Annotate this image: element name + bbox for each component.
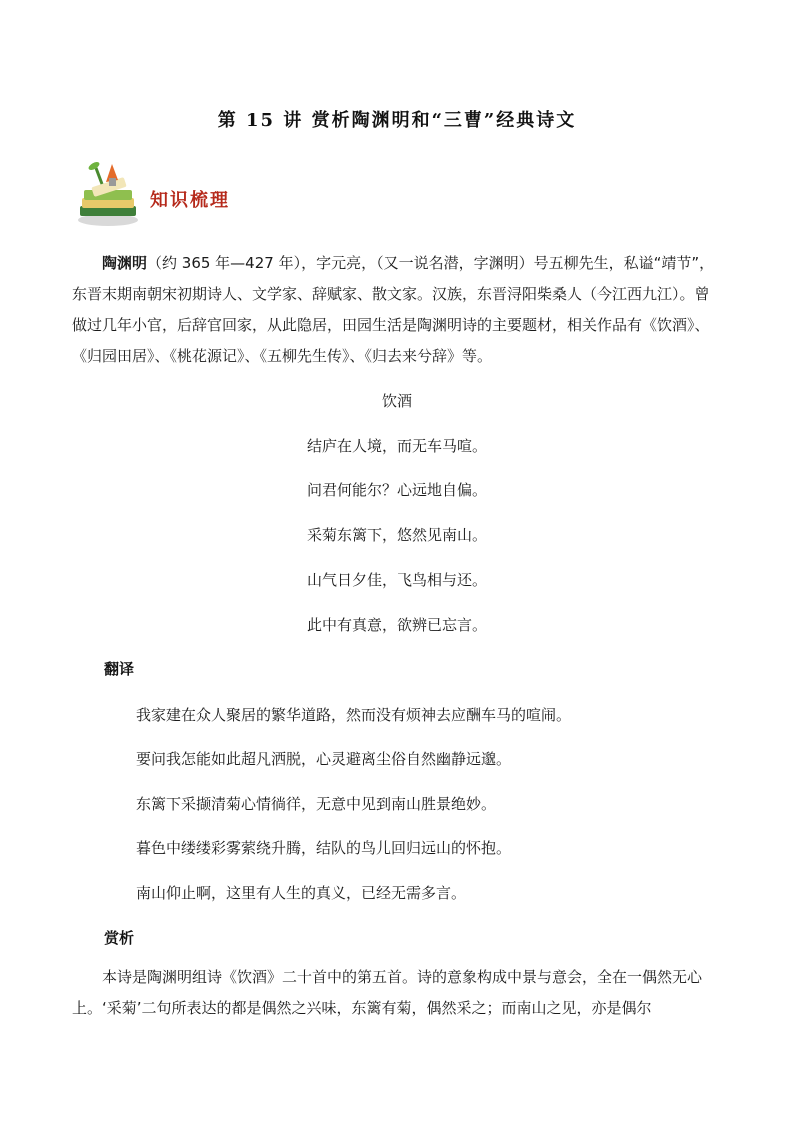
page-title: 第 15 讲 赏析陶渊明和“三曹”经典诗文 [217, 110, 577, 131]
author-name: 陶渊明 [102, 254, 148, 272]
translation-line: 我家建在众人聚居的繁华道路，然而没有烦神去应酬车马的喧闹。 [136, 706, 572, 724]
intro-paragraph [72, 248, 722, 372]
appreciation-heading: 赏析 [104, 929, 135, 947]
books-plant-icon [72, 160, 144, 230]
translation-line: 要问我怎能如此超凡洒脱，心灵避离尘俗自然幽静远邈。 [136, 750, 512, 768]
translation-line: 南山仰止啊，这里有人生的真义，已经无需多言。 [136, 884, 467, 902]
poem-line: 山气日夕佳，飞鸟相与还。 [306, 571, 487, 589]
poem-line: 问君何能尔？心远地自偏。 [306, 481, 487, 499]
poem-line: 采菊东篱下，悠然见南山。 [306, 526, 487, 544]
translation-line: 暮色中缕缕彩雾萦绕升腾，结队的鸟儿回归远山的怀抱。 [136, 839, 512, 857]
translation-heading: 翻译 [104, 660, 135, 678]
poem-title: 饮酒 [381, 392, 412, 410]
translation-line: 东篱下采撷清菊心情徜徉，无意中见到南山胜景绝妙。 [136, 795, 497, 813]
section-header [72, 160, 332, 230]
intro-text: （约 365 年—427 年），字元亮，（又一说名潜，字渊明）号五柳先生，私谥“靖节”，东晋末期南朝宋初期诗人、文学家、辞赋家、散文家。汉族，东晋浔阳柴桑人（今江西九江）。曾做过几年小官，后辞官回家，从此隐居，田园生活是陶渊明诗的主要题材，相关作品有《饮酒》、《归园田居》、《桃花源记》、《五柳先生传》、《归去来兮辞》等。 [72, 254, 715, 365]
section-label: 知识梳理 [150, 190, 230, 211]
appreciation-paragraph: 本诗是陶渊明组诗《饮酒》二十首中的第五首。诗的意象构成中景与意会，全在一偶然无心上。‘采菊’二句所表达的都是偶然之兴味，东篱有菊，偶然采之；而南山之见，亦是偶尔 [72, 968, 703, 1017]
poem-line: 结庐在人境，而无车马喧。 [306, 437, 487, 455]
poem-line: 此中有真意，欲辨已忘言。 [306, 616, 487, 634]
